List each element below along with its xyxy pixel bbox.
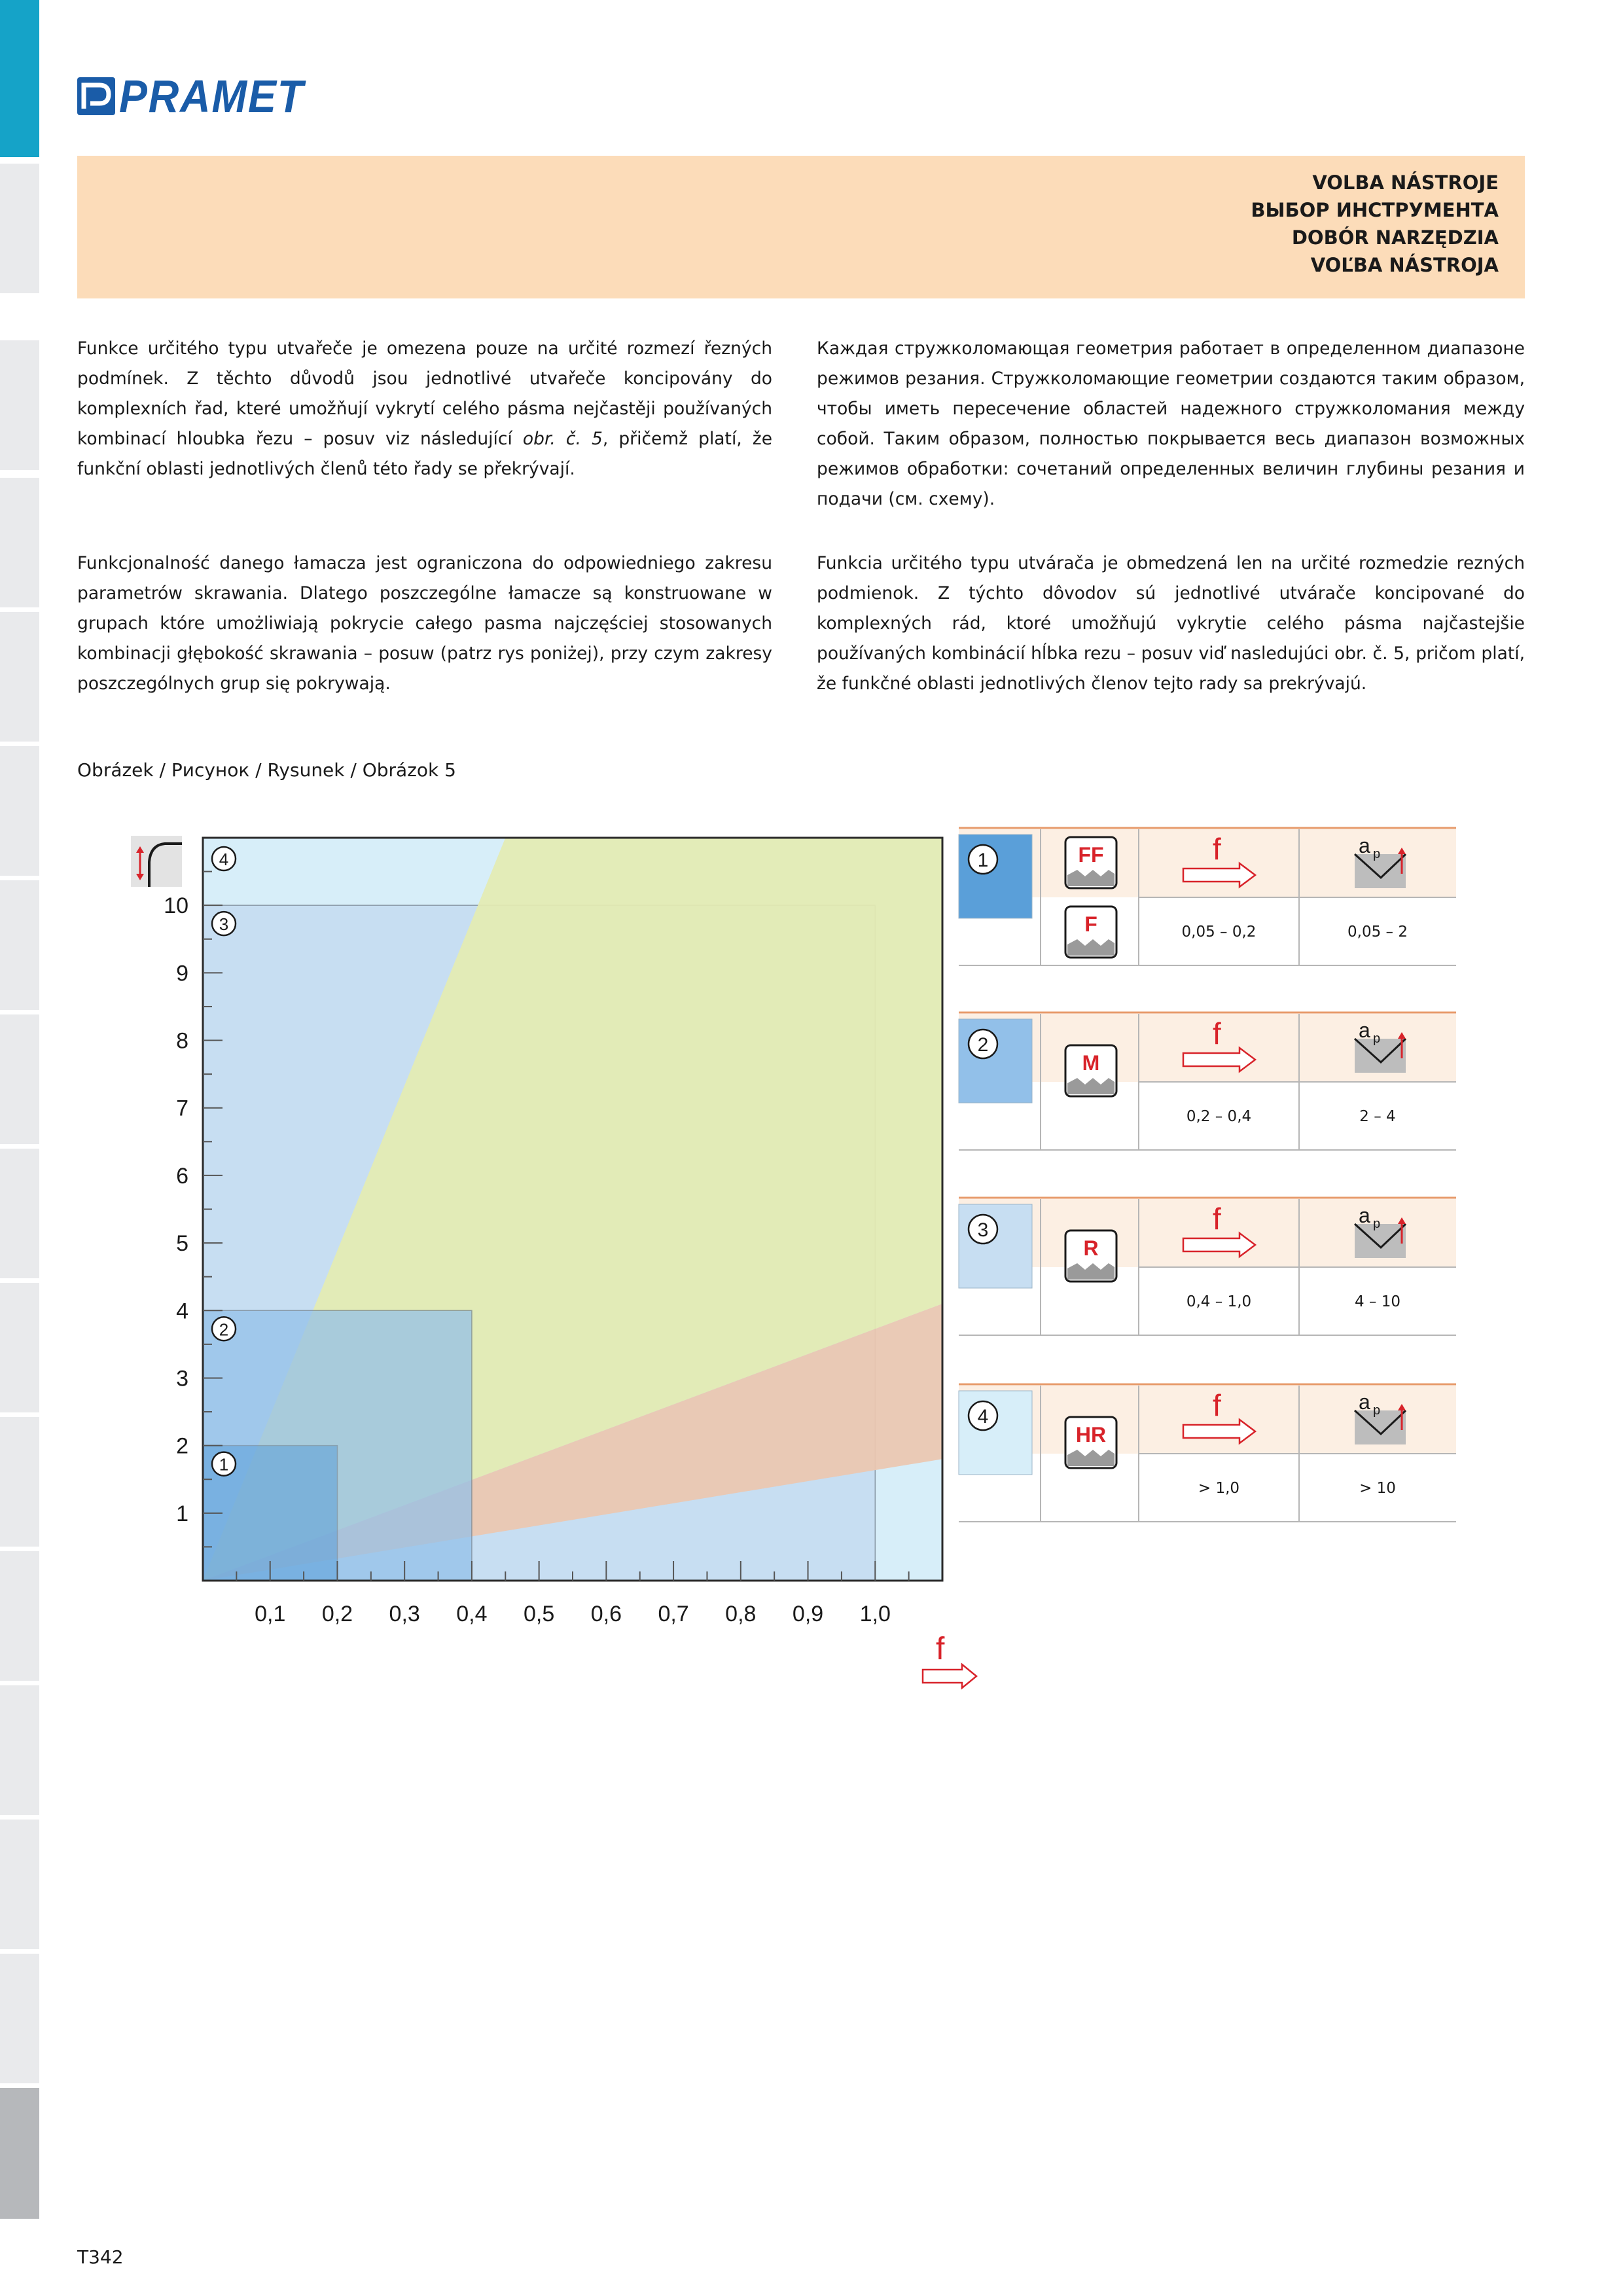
feed-symbol: f xyxy=(1213,1388,1221,1422)
x-tick-label: 0,4 xyxy=(456,1602,488,1626)
chipbreaker-legend xyxy=(959,828,1456,1535)
chipbreaker-chip xyxy=(1065,837,1116,888)
feed-range: 0,2 – 0,4 xyxy=(1186,1108,1252,1125)
edge-tab xyxy=(0,1685,39,1815)
paragraph-cz-ref: obr. č. 5 xyxy=(522,429,603,449)
feed-symbol: f xyxy=(936,1632,945,1666)
legend-number-label: 4 xyxy=(977,1406,989,1427)
depth-symbol: a xyxy=(1359,1018,1370,1042)
title-ru: ВЫБОР ИНСТРУМЕНТА xyxy=(1251,199,1499,221)
chipbreaker-chip xyxy=(1065,906,1116,958)
figure-caption: Obrázek / Рисунок / Rysunek / Obrázok 5 xyxy=(77,759,456,781)
legend-number-label: 1 xyxy=(977,850,989,871)
chipbreaker-chip xyxy=(1065,1230,1116,1282)
depth-subscript: p xyxy=(1373,1217,1381,1231)
paragraph-cz-text-1: Funkce určitého typu utvařeče je omezena pouze na určité rozmezí řezných podmínek. Z těchto důvodů jsou jednotlivé utvařeče koncipovány do komplexních řad, které umožňují vykrytí celého pásma nejčastěji používaných kombinací hloubka řezu – posuv viz následující xyxy=(77,338,772,449)
edge-tab xyxy=(0,164,39,293)
x-tick-label: 0,7 xyxy=(658,1602,689,1626)
y-tick-label: 8 xyxy=(176,1028,188,1054)
y-tick-label: 5 xyxy=(176,1231,188,1257)
depth-subscript: p xyxy=(1373,847,1381,861)
pramet-logo xyxy=(77,71,321,122)
depth-subscript: p xyxy=(1373,1031,1381,1046)
chip-profile-icon xyxy=(1067,1078,1115,1094)
chip-profile-icon xyxy=(1067,1263,1115,1280)
x-tick-label: 0,5 xyxy=(524,1602,555,1626)
edge-tab xyxy=(0,2088,39,2219)
edge-tab xyxy=(0,1283,39,1412)
x-tick-label: 0,8 xyxy=(725,1602,757,1626)
legend-row xyxy=(959,1384,1456,1522)
region-number-label: 1 xyxy=(219,1454,229,1475)
legend-row xyxy=(959,1198,1456,1335)
pramet-logo-icon xyxy=(77,77,115,115)
y-tick-label: 3 xyxy=(176,1366,188,1391)
legend-row xyxy=(959,1013,1456,1150)
chipbreaker-label: HR xyxy=(1075,1423,1107,1446)
edge-accent-bar xyxy=(0,0,39,157)
region-number-label: 4 xyxy=(219,850,229,869)
depth-symbol: a xyxy=(1359,1204,1370,1227)
region-swatch xyxy=(959,1391,1032,1475)
x-tick-label: 0,1 xyxy=(255,1602,286,1626)
chipbreaker-chip xyxy=(1065,1045,1116,1096)
region-swatch xyxy=(959,834,1032,918)
edge-tab xyxy=(0,746,39,876)
edge-tab xyxy=(0,1149,39,1278)
feed-range: > 1,0 xyxy=(1198,1480,1240,1497)
chip-profile-icon xyxy=(1067,1450,1115,1466)
y-tick-label: 9 xyxy=(176,961,188,986)
depth-range: > 10 xyxy=(1359,1480,1396,1497)
y-tick-label: 1 xyxy=(176,1501,188,1526)
paragraph-cz xyxy=(77,334,772,484)
x-tick-label: 0,2 xyxy=(321,1602,353,1626)
chipbreaker-label: FF xyxy=(1078,843,1104,867)
depth-range: 0,05 – 2 xyxy=(1347,924,1408,941)
depth-symbol: a xyxy=(1359,834,1370,857)
y-tick-label: 10 xyxy=(164,893,188,919)
depth-range: 4 – 10 xyxy=(1354,1293,1401,1310)
feed-depth-chart xyxy=(124,828,949,1666)
y-tick-label: 2 xyxy=(176,1433,188,1459)
depth-range: 2 – 4 xyxy=(1359,1108,1396,1125)
legend-row xyxy=(959,828,1456,965)
header-band xyxy=(77,156,1525,298)
y-tick-label: 4 xyxy=(176,1299,188,1324)
header-titles xyxy=(1251,169,1499,279)
feed-symbol: f xyxy=(1213,1202,1221,1236)
logo-text: PRAMET xyxy=(119,71,304,122)
title-cz: VOLBA NÁSTROJE xyxy=(1312,171,1499,194)
feed-range: 0,05 – 0,2 xyxy=(1181,924,1257,941)
edge-tab xyxy=(0,1551,39,1681)
edge-tab xyxy=(0,880,39,1010)
feed-symbol: f xyxy=(1213,1016,1221,1050)
depth-subscript: p xyxy=(1373,1403,1381,1418)
chipbreaker-label: M xyxy=(1082,1051,1100,1075)
x-tick-label: 0,6 xyxy=(590,1602,622,1626)
edge-tab xyxy=(0,1954,39,2083)
chip-profile-icon xyxy=(1067,939,1115,956)
feed-range: 0,4 – 1,0 xyxy=(1186,1293,1252,1310)
chipbreaker-label: F xyxy=(1084,912,1097,936)
page-number: T342 xyxy=(77,2246,124,2268)
paragraph-cz-text-2: , přičemž platí, že funkční oblasti jednotlivých členů této řady se překrývají. xyxy=(77,429,773,479)
y-tick-label: 6 xyxy=(176,1163,188,1189)
edge-tab xyxy=(0,612,39,742)
legend-number-label: 3 xyxy=(977,1219,989,1241)
x-tick-label: 0,9 xyxy=(792,1602,824,1626)
chipbreaker-chip xyxy=(1065,1417,1116,1468)
x-tick-label: 0,3 xyxy=(389,1602,420,1626)
feed-arrow-icon xyxy=(923,1664,976,1688)
edge-tab xyxy=(0,1014,39,1144)
feed-symbol: f xyxy=(1213,832,1221,866)
chip-profile-icon xyxy=(1067,870,1115,886)
region-number-label: 3 xyxy=(219,914,229,935)
paragraph-sk: Funkcia určitého typu utvárača je obmedzená len na určité rozmedzie rezných podmienok. Z týchto dôvodov sú jednotlivé utvárače koncipované do komplexných rád, ktoré umožňujú vykrytie celého pásma najčastejšie používaných kombinácií hĺbka rezu – posuv viď nasledujúci obr. č. 5, pričom platí, že funkčné oblasti jednotlivých členov tejto rady sa prekrývajú. xyxy=(817,553,1525,694)
edge-tab xyxy=(0,1820,39,1949)
chipbreaker-label: R xyxy=(1083,1236,1099,1260)
depth-symbol: a xyxy=(1359,1390,1370,1414)
region-swatch xyxy=(959,1019,1032,1103)
legend-number-label: 2 xyxy=(977,1034,989,1056)
edge-tab xyxy=(0,1417,39,1547)
title-pl: DOBÓR NARZĘDZIA xyxy=(1291,226,1499,249)
depth-of-cut-icon xyxy=(131,836,182,887)
edge-tab xyxy=(0,340,39,470)
paragraph-ru: Каждая стружколомающая геометрия работает в определенном диапазоне режимов резания. Стружколомающие геометрии создаются таким образом, чтобы иметь пересечение областей надежного стружколомания между собой. Таким образом, полностью покрывается весь диапазон возможных режимов обработки: сочетаний определенных величин глубины резания и подачи (см. схему). xyxy=(817,338,1525,509)
region-number-label: 2 xyxy=(219,1319,229,1340)
title-sk: VOĽBA NÁSTROJA xyxy=(1310,254,1499,276)
y-tick-label: 7 xyxy=(176,1096,188,1121)
region-swatch xyxy=(959,1204,1032,1288)
x-tick-label: 1,0 xyxy=(859,1602,891,1626)
edge-tab xyxy=(0,478,39,607)
paragraph-pl: Funkcjonalność danego łamacza jest ograniczona do odpowiedniego zakresu parametrów skrawania. Dlatego poszczególne łamacze są konstruowane w grupach które umożliwiają pokrycie całego pasma najczęściej stosowanych kombinacji głębokość skrawania – posuw (patrz rys poniżej), przy czym zakresy poszczególnych grup się pokrywają. xyxy=(77,553,772,694)
